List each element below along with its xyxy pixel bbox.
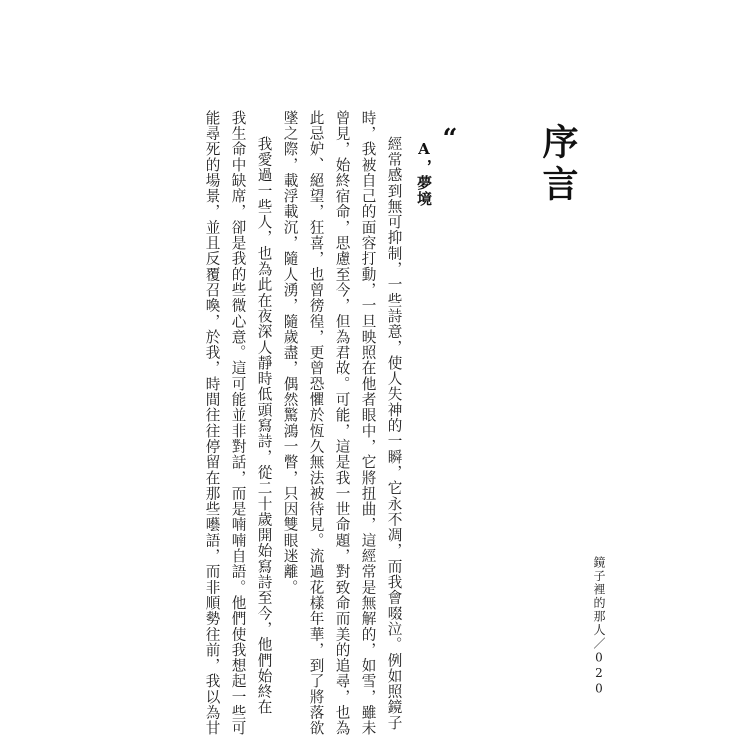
- body-line: 能尋死的場景，並且反覆召喚，於我，時間往往停留在那些囈語，而非順勢往前，我以為甘: [203, 110, 221, 736]
- body-line: 我愛過一些人，也為此在夜深人靜時低頭寫詩，從二十歲開始寫詩至今，他們始終在: [255, 136, 273, 716]
- section-subtitle: A，夢境: [415, 140, 433, 207]
- running-footer: 鏡子裡的那人／020: [592, 556, 606, 697]
- body-line: 時，我被自己的面容打動，一旦映照在他者眼中，它將扭曲，這經常是無解的，如雪，雖未: [359, 110, 377, 736]
- body-line: 我生命中缺席，卻是我的些微心意。這可能並非對話，而是喃喃自語。他們使我想起一些可: [229, 110, 247, 736]
- body-line: 此忌妒、絕望，狂喜，也曾徬徨，更曾恐懼於恆久無法被待見。流過花樣年華，到了將落欲: [307, 110, 325, 736]
- body-line: 墜之際，載浮載沉，隨人湧，隨歲盡，偶然驚鴻一瞥，只因雙眼迷離。: [281, 110, 299, 596]
- opening-quote-mark: “: [435, 124, 465, 154]
- page-title: 序言: [537, 123, 579, 207]
- body-line: 曾見，始終宿命，思慮至今，但為君故。可能，這是我一世命題，對致命而美的追尋，也為: [333, 110, 351, 736]
- body-line: 經常感到無可抑制，一些詩意，使人失神的一瞬，它永不凋，而我會啜泣。例如照鏡子: [385, 136, 403, 731]
